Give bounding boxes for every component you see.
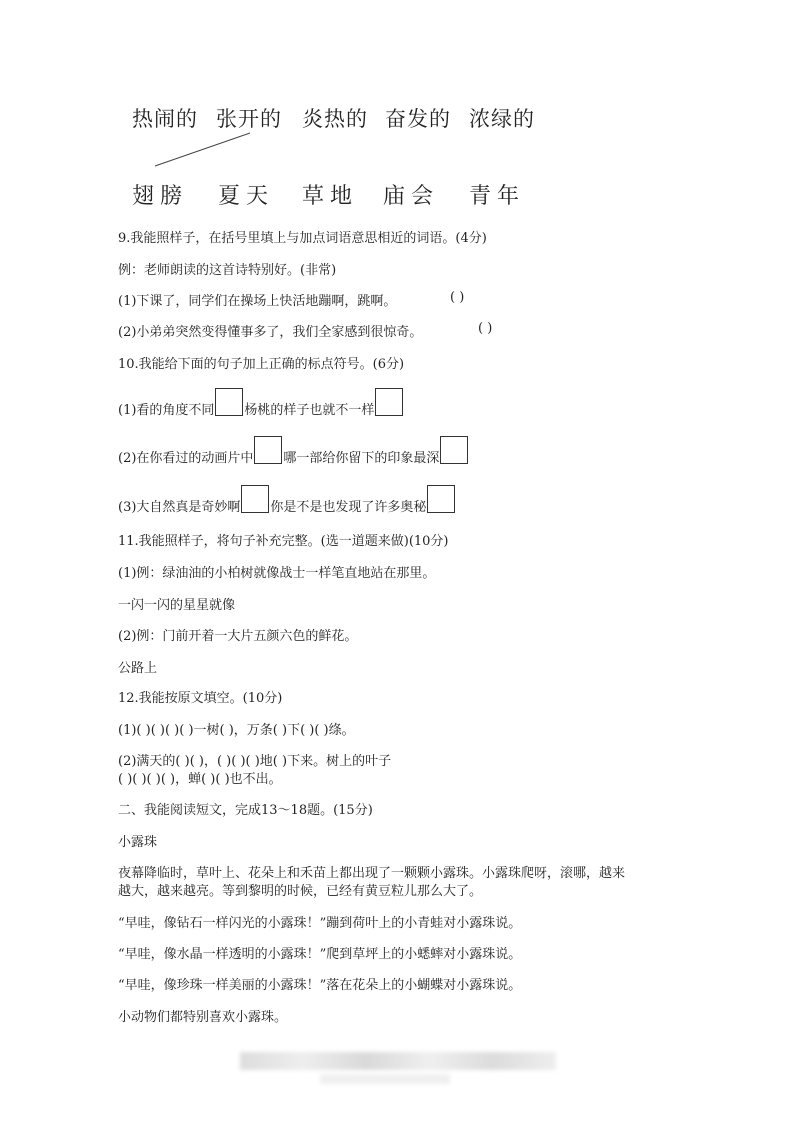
q12-line-2: (2)满天的( )( )，( )( )( )地( )下来。树上的叶子: [118, 754, 392, 769]
bottom-word-5: 青年: [469, 184, 526, 209]
passage-p2: “早哇，像钻石一样闪光的小露珠！”蹦到荷叶上的小青蛙对小露珠说。: [118, 916, 522, 931]
punctuation-box[interactable]: [375, 388, 403, 416]
bottom-word-2: 夏天: [218, 184, 275, 209]
q10-item-3-part1: (3)大自然真是奇妙啊: [118, 500, 241, 515]
q10-item-3: [118, 485, 456, 515]
q11-example-2: (2)例：门前开着一大片五颜六色的鲜花。: [118, 629, 358, 644]
q10-item-2: [118, 436, 469, 466]
q9-example: 例：老师朗读的这首诗特别好。(非常): [118, 263, 337, 278]
q10-item-2-part1: (2)在你看过的动画片中: [118, 451, 254, 466]
passage-p5: 小动物们都特别喜欢小露珠。: [118, 1010, 288, 1025]
bottom-word-3: 草地: [302, 184, 359, 209]
q11-prompt-2: 公路上: [118, 661, 158, 676]
punctuation-box[interactable]: [440, 436, 468, 464]
q10-item-1-part2: 杨桃的样子也就不一样: [244, 403, 375, 418]
top-word-2: 张开的: [216, 107, 282, 131]
q10-item-1: [118, 388, 404, 418]
q11-example-1: (1)例：绿油油的小柏树就像战士一样笔直地站在那里。: [118, 566, 436, 581]
top-word-4: 奋发的: [385, 107, 451, 131]
passage-p3: “早哇，像水晶一样透明的小露珠！”爬到草坪上的小蟋蟀对小露珠说。: [118, 947, 522, 962]
section2-title: 二、我能阅读短文，完成13～18题。(15分): [118, 803, 373, 818]
bottom-word-4: 庙会: [383, 184, 440, 209]
example-connector-line: [0, 0, 793, 200]
punctuation-box[interactable]: [254, 436, 282, 464]
q10-title: 10.我能给下面的句子加上正确的标点符号。(6分): [118, 357, 405, 372]
q9-item-1-blank[interactable]: ( ): [450, 290, 465, 305]
q10-item-3-part2: 你是不是也发现了许多奥秘: [270, 500, 427, 515]
q9-item-2: (2)小弟弟突然变得懂事多了，我们全家感到很惊奇。: [118, 325, 423, 340]
q9-item-1: (1)下课了，同学们在操场上快活地蹦啊，跳啊。: [118, 294, 397, 309]
q12-line-1: (1)( )( )( )( )一树( )，万条( )下( )( )绦。: [118, 723, 355, 738]
q10-item-2-part2: 哪一部给你留下的印象最深: [283, 451, 440, 466]
passage-p1-line2: 越大，越来越亮。等到黎明的时候，已经有黄豆粒儿那么大了。: [118, 884, 483, 899]
q11-title: 11.我能照样子，将句子补充完整。(选一道题来做)(10分): [118, 534, 449, 549]
q9-title: 9.我能照样子，在括号里填上与加点词语意思相近的词语。(4分): [118, 231, 487, 246]
q12-title: 12.我能按原文填空。(10分): [118, 691, 283, 706]
q10-item-1-part1: (1)看的角度不同: [118, 403, 215, 418]
bottom-word-1: 翅膀: [132, 184, 189, 209]
top-word-5: 浓绿的: [469, 107, 535, 131]
top-word-3: 炎热的: [302, 107, 368, 131]
q9-item-2-blank[interactable]: ( ): [478, 321, 493, 336]
punctuation-box[interactable]: [241, 485, 269, 513]
blurred-watermark-sub: [320, 1074, 450, 1084]
punctuation-box[interactable]: [427, 485, 455, 513]
blurred-watermark: [240, 1052, 556, 1070]
passage-p1-line1: 夜幕降临时，草叶上、花朵上和禾苗上都出现了一颗颗小露珠。小露珠爬呀，滚哪，越来: [118, 866, 626, 881]
top-word-1: 热闹的: [132, 107, 198, 131]
passage-p4: “早哇，像珍珠一样美丽的小露珠！”落在花朵上的小蝴蝶对小露珠说。: [118, 978, 522, 993]
q11-prompt-1: 一闪一闪的星星就像: [118, 598, 236, 613]
punctuation-box[interactable]: [215, 388, 243, 416]
q12-line-3: ( )( )( )( )，蝉( )( )也不出。: [118, 772, 282, 787]
passage-title: 小露珠: [118, 835, 158, 850]
